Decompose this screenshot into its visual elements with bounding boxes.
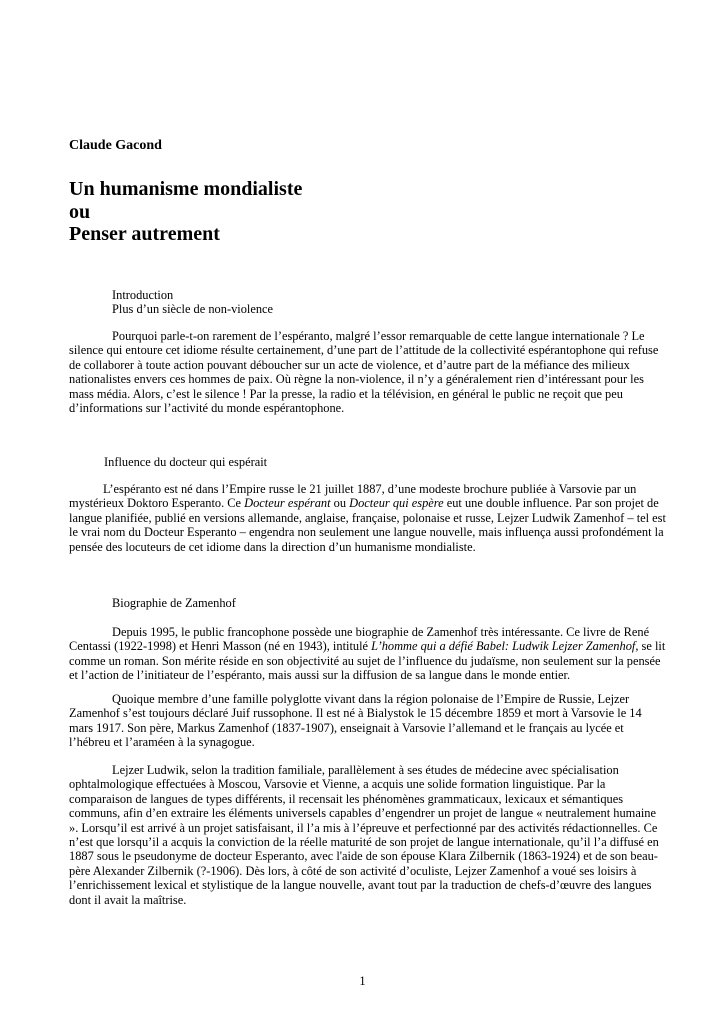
text-line: père Alexander Zilbernik (?-1906). Dès lors, à côté de son activité d’oculiste, Lejzer Zamenhof a voué ses loisirs à (69, 863, 637, 878)
text-line: et l’action de l’initiateur de l’espéranto, mais aussi sur la diffusion de sa langue dans le monde entier. (69, 668, 571, 683)
text-line: n’est que lorsqu’il a acquis la conviction de la réelle maturité de son projet de langue internationale, qu’il l’a diffusé en (69, 835, 659, 850)
title-line: Un humanisme mondialiste (69, 178, 303, 200)
text-line: ophtalmologique effectuées à Moscou, Varsovie et Vienne, a acquis une solide formation linguistique. Par la (69, 777, 606, 792)
paragraph-family (69, 692, 655, 750)
text-line: Pourquoi parle-t-on rarement de l’espéranto, malgré l’essor remarquable de cette langue internationale ? Le (112, 329, 645, 343)
author-name: Claude Gacond (69, 138, 162, 153)
text-line: 1887 sous le pseudonyme de docteur Esperanto, avec l'aide de son épouse Klara Zilbernik (1863-1924) et de son beau- (69, 849, 658, 864)
text-line: Lejzer Ludwik, selon la tradition familiale, parallèlement à ses études de médecine avec spécialisation (112, 763, 619, 777)
text-line: mass média. Alors, c’est le silence ! Par la presse, la radio et la télévision, en général le public ne reçoit que peu (69, 386, 623, 401)
paragraph-influence (69, 482, 666, 554)
paragraph-intro (69, 329, 659, 416)
text-line: langue planifiée, publié en versions allemande, anglaise, française, polonaise et russe, Lejzer Ludwik Zamenhof – tel est (69, 510, 666, 525)
paragraph-education (69, 763, 659, 907)
section-heading-biography: Biographie de Zamenhof (112, 596, 236, 610)
title-line: Penser autrement (69, 223, 220, 245)
text-line: comme un roman. Son mérite réside en son objectivité au sujet de l’influence du judaïsme, non seulement sur la pensée (69, 653, 661, 668)
page-number: 1 (359, 974, 366, 988)
text-line: Depuis 1995, le public francophone possède une biographie de Zamenhof très intéressante. Ce livre de René (112, 625, 650, 639)
section-heading-influence: Influence du docteur qui espérait (104, 455, 268, 469)
paragraph-biography (69, 625, 666, 683)
text-line: mars 1917. Son père, Markus Zamenhof (1837-1907), enseignait à Varsovie l’allemand et le français au lycée et (69, 720, 624, 735)
text-line: le vrai nom du Docteur Esperanto – engendra non seulement une langue nouvelle, mais influença aussi profondément la (69, 525, 664, 540)
text-line: d’informations sur l’activité du monde espérantophone. (69, 401, 345, 416)
text-line: l’enrichissement lexical et stylistique de la langue nouvelle, avant tout par la traduction de chefs-d’œuvre des langues (69, 878, 652, 893)
text-line: dont il avait la maîtrise. (69, 892, 187, 907)
intro-subheading: Plus d’un siècle de non-violence (112, 302, 274, 316)
text-line: L’espéranto est né dans l’Empire russe le 21 juillet 1887, d’une modeste brochure publiée à Varsovie par un (103, 482, 637, 496)
text-line: nationalistes envers ces hommes de paix. Où règne la non-violence, il n’y a généralement rien d’intéressant pour les (69, 372, 644, 387)
intro-heading: Introduction (112, 288, 174, 302)
title-line: ou (69, 200, 91, 223)
text-line: l’hébreu et l’araméen à la synagogue. (69, 735, 255, 750)
text-line: Zamenhof s’est toujours déclaré Juif russophone. Il est né à Bialystok le 15 décembre 1859 et mort à Varsovie le 14 (69, 706, 642, 721)
text-line: comparaison de langues de types différents, il recensait les phénomènes grammaticaux, lexicaux et sémantiques (69, 791, 624, 806)
text-line: ». Lorsqu’il est arrivé à un projet satisfaisant, il l’a mis à l’épreuve et perfectionné par des activités rédactionnelles. Ce (69, 820, 658, 835)
text-line: pensée des locuteurs de cet idiome dans la direction d’un humanisme mondialiste. (69, 539, 476, 554)
document-title (69, 178, 302, 246)
text-line: de collaborer à toute action pouvant déboucher sur un acte de violence, et d’autre part de la méfiance des milieux (69, 357, 630, 372)
text-line: mystérieux Doktoro Esperanto. Ce Docteur espérant ou Docteur qui espère eut une double influence. Par son projet de (69, 496, 659, 511)
text-line: Centassi (1922-1998) et Henri Masson (né en 1943), intitulé L’homme qui a défié Babel: Ludwik Lejzer Zamenhof, se lit (69, 639, 666, 654)
text-line: silence qui entoure cet idiome résulte certainement, d’une part de l’attitude de la collectivité espérantophone qui refuse (69, 343, 659, 358)
text-line: Quoique membre d’une famille polyglotte vivant dans la région polonaise de l’Empire de Russie, Lejzer (112, 692, 630, 706)
text-line: communs, afin d’en extraire les éléments universels capables d’engendrer un projet de langue « neutralement humaine (69, 806, 656, 821)
